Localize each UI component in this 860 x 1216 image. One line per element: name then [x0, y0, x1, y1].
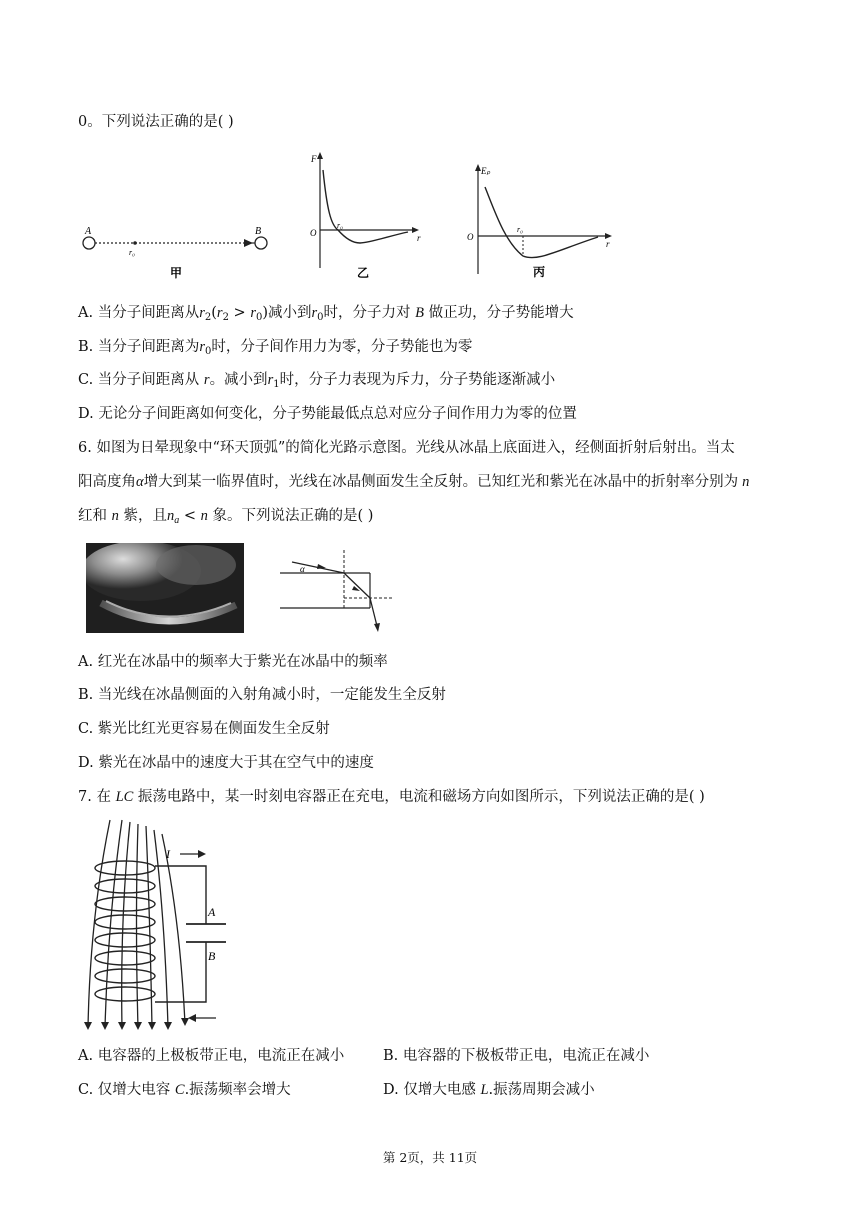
svg-text:A: A — [208, 905, 216, 919]
figure-bing — [463, 162, 618, 282]
q6-stem-line1: 6. 如图为日晕现象中“环天顶弧”的简化光路示意图。光线从冰晶上底面进入，经侧面折射后射出。当太 — [78, 440, 735, 456]
halo-photo — [86, 543, 244, 633]
point-r0 — [133, 241, 137, 245]
q5-option-b: B. 当分子间距离为$r_0$时，分子间作用力为零，分子势能也为零 — [78, 339, 473, 357]
svg-text:I: I — [166, 847, 170, 861]
lc-circuit-figure — [80, 818, 240, 1034]
svg-text:F: F — [311, 154, 317, 164]
q6-stem-line2: 阳高度角α增大到某一临界值时，光线在冰晶侧面发生全反射。已知红光和紫光在冰晶中的折射率分别为 n — [78, 474, 750, 490]
caption-bing: 丙 — [533, 265, 546, 279]
field-lines — [88, 820, 185, 1028]
label-r0: r₀ — [129, 248, 135, 257]
potential-curve — [485, 187, 598, 258]
caption-jia: 甲 — [170, 266, 183, 280]
q7-option-a: A. 电容器的上极板带正电，电流正在减小 — [78, 1048, 345, 1064]
circuit-wires — [155, 866, 226, 1002]
q5-option-d: D. 无论分子间距离如何变化，分子势能最低点总对应分子间作用力为零的位置 — [78, 406, 577, 422]
q6-option-c: C. 紫光比红光更容易在侧面发生全反射 — [78, 721, 330, 737]
page-footer: 第 2页，共 11页 — [382, 1150, 478, 1165]
svg-text:r₀: r₀ — [517, 225, 523, 234]
q7-option-c: C. 仅增大电容 C.振荡频率会增大 — [78, 1082, 291, 1098]
q6-option-d: D. 紫光在冰晶中的速度大于其在空气中的速度 — [78, 755, 374, 771]
svg-text:O: O — [467, 232, 474, 242]
svg-text:B: B — [208, 949, 216, 963]
q6-option-a: A. 红光在冰晶中的频率大于紫光在冰晶中的频率 — [78, 654, 388, 670]
refracted-ray — [344, 573, 370, 598]
svg-text:r: r — [606, 239, 610, 249]
molecule-a — [83, 237, 95, 249]
q7-stem: 7. 在 LC 振荡电路中，某一时刻电容器正在充电，电流和磁场方向如图所示，下列说法正确的是( ) — [78, 789, 705, 805]
label-b: B — [255, 226, 262, 237]
molecule-b — [255, 237, 267, 249]
q7-option-b: B. 电容器的下极板带正电，电流正在减小 — [383, 1048, 650, 1064]
caption-yi: 乙 — [357, 266, 370, 280]
q7-option-d: D. 仅增大电感 L.振荡周期会减小 — [383, 1082, 595, 1098]
figure-yi — [305, 150, 425, 282]
q5-stem: 0。下列说法正确的是( ) — [78, 114, 234, 130]
svg-text:α: α — [300, 564, 305, 574]
q6-stem-line3: 红和 n 紫，且$n_a < n$ 象。下列说法正确的是( ) — [78, 508, 374, 526]
q5-option-a: A. 当分子间距离从$r_2(r_2 > r_0)$减小到$r_0$时，分子力对 B 做正功，分子势能增大 — [78, 305, 574, 323]
field-arrowheads — [84, 1018, 189, 1030]
svg-text:r₀: r₀ — [337, 221, 343, 230]
svg-text:Eₚ: Eₚ — [481, 166, 491, 176]
force-curve — [323, 170, 408, 243]
label-a: A — [85, 226, 92, 237]
svg-text:O: O — [310, 228, 317, 238]
q5-option-c: C. 当分子间距离从 r。减小到$r_1$时，分子力表现为斥力，分子势能逐渐减小 — [78, 372, 556, 390]
ice-crystal-diagram — [278, 548, 398, 634]
q6-option-b: B. 当光线在冰晶侧面的入射角减小时，一定能发生全反射 — [78, 687, 446, 703]
svg-text:r: r — [417, 233, 421, 243]
figure-jia — [78, 220, 278, 282]
